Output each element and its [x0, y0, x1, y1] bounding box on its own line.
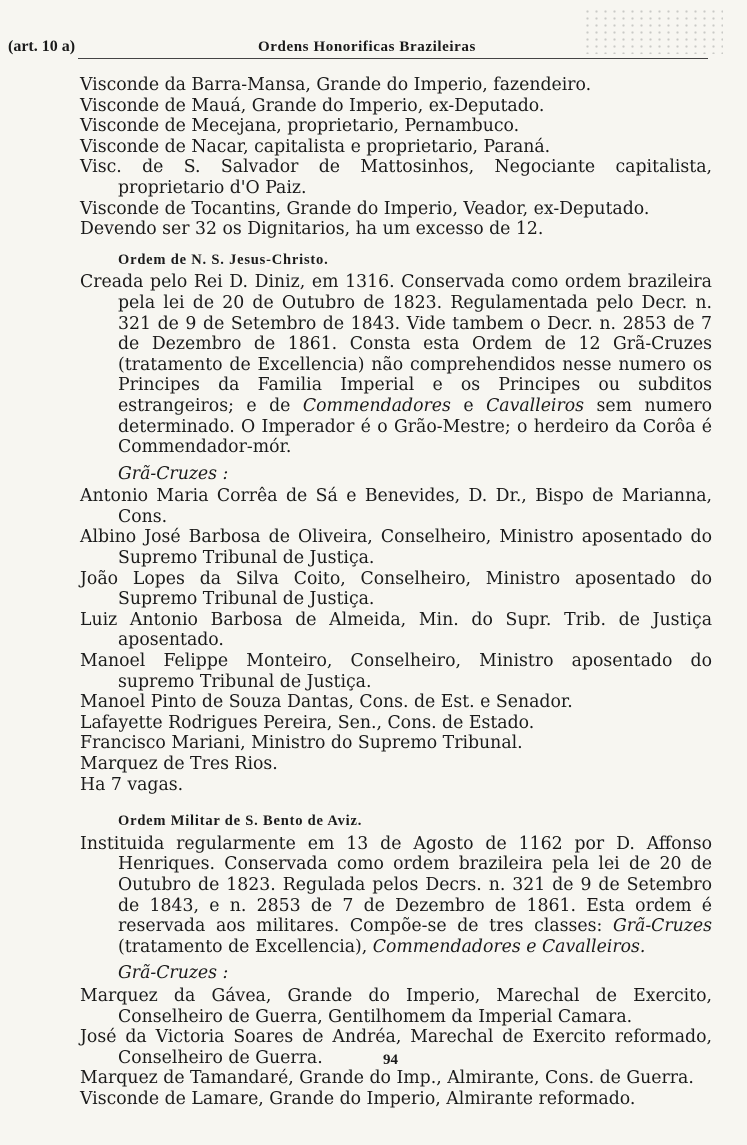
member-entry: Visconde de Lamare, Grande do Imperio, Almirante reformado.	[80, 1088, 636, 1109]
vacancy-note: Ha 7 vagas.	[80, 774, 184, 795]
member-entry: José da Victoria Soares de Andréa, Marechal de Exercito reformado, Conselheiro de Guerra.	[80, 1027, 712, 1068]
member-entry: Marquez da Gávea, Grande do Imperio, Marechal de Exercito, Conselheiro de Guerra, Gentilhomem da Imperial Camara.	[80, 985, 712, 1027]
entry-line: Visconde de Tocantins, Grande do Imperio, Veador, ex-Deputado.	[80, 198, 650, 219]
member-entry: Marquez de Tamandaré, Grande do Imp., Almirante, Cons. de Guerra.	[80, 1068, 694, 1089]
member-entry: Luiz Antonio Barbosa de Almeida, Min. do Supr. Trib. de Justiça aposentado.	[80, 609, 712, 651]
section-heading-jesus-christo: Ordem de N. S. Jesus-Christo.	[118, 251, 329, 268]
running-header	[0, 32, 747, 62]
article-reference: (art. 10 a)	[8, 38, 76, 55]
member-entry: Marquez de Tres Rios.	[80, 754, 278, 774]
note-line: Devendo ser 32 os Dignitarios, ha um excesso de 12.	[80, 219, 544, 240]
section-description: Creada pelo Rei D. Diniz, em 1316. Conservada como ordem brazileira pela lei de 20 de Outubro de 1823. Regulamentada pelo Decr. n. 321 de 9 de Setembro de 1843. Vide tambem o Decr. n. 2853 de 7 de Dezembro de 1861. Consta esta Ordem de 12 Grã-Cruzes (tratamento de Excellencia) não comprehendidos nesse numero os Principes da Familia Imperial e os Principes ou subditos estrangeiros; e de Commendadores e Cavalleiros sem numero determinado. O Imperador é o Grão-Mestre; o herdeiro da Corôa é Commendador-mór.	[80, 272, 712, 458]
page-number: 94	[383, 1052, 398, 1068]
subheading-gra-cruzes: Grã-Cruzes :	[118, 963, 229, 984]
entry-line: Visconde de Mecejana, proprietario, Pernambuco.	[80, 116, 520, 137]
subheading-gra-cruzes: Grã-Cruzes :	[118, 463, 229, 484]
section-heading-bento-de-aviz: Ordem Militar de S. Bento de Aviz.	[118, 813, 363, 830]
section-description: Instituida regularmente em 13 de Agosto de 1162 por D. Affonso Henriques. Conservada como ordem brazileira pela lei de 20 de Outubro de 1823. Regulada pelos Decrs. n. 321 de 9 de Setembro de 1843, e n. 2853 de 7 de Dezembro de 1861. Esta ordem é reservada aos militares. Compõe-se de tres classes: Grã-Cruzes (tratamento de Excellencia), Commendadores e Cavalleiros.	[80, 833, 712, 957]
entry-line: Visconde da Barra-Mansa, Grande do Imperio, fazendeiro.	[80, 75, 592, 95]
entry-line: Visconde de Nacar, capitalista e proprietario, Paraná.	[80, 136, 551, 157]
member-entry: João Lopes da Silva Coito, Conselheiro, Ministro aposentado do Supremo Tribunal de Justiça.	[80, 568, 712, 610]
member-entry: Antonio Maria Corrêa de Sá e Benevides, D. Dr., Bispo de Marianna, Cons.	[80, 486, 712, 527]
member-entry: Lafayette Rodrigues Pereira, Sen., Cons. de Estado.	[80, 712, 535, 733]
member-entry: Albino José Barbosa de Oliveira, Conselheiro, Ministro aposentado do Supremo Tribunal de Justiça.	[80, 527, 712, 569]
entry-line: Visconde de Mauá, Grande do Imperio, ex-Deputado.	[80, 95, 545, 116]
page-body	[80, 75, 712, 1110]
running-title: Ordens Honorificas Brazileiras	[258, 39, 476, 55]
header-rule	[78, 58, 708, 59]
member-entry: Manoel Pinto de Souza Dantas, Cons. de Est. e Senador.	[80, 692, 573, 713]
entry-line: Visc. de S. Salvador de Mattosinhos, Negociante capitalista, proprietario d'O Paiz.	[80, 157, 712, 198]
member-entry: Manoel Felippe Monteiro, Conselheiro, Ministro aposentado do supremo Tribunal de Justiça.	[80, 651, 712, 692]
member-entry: Francisco Mariani, Ministro do Supremo Tribunal.	[80, 733, 523, 754]
